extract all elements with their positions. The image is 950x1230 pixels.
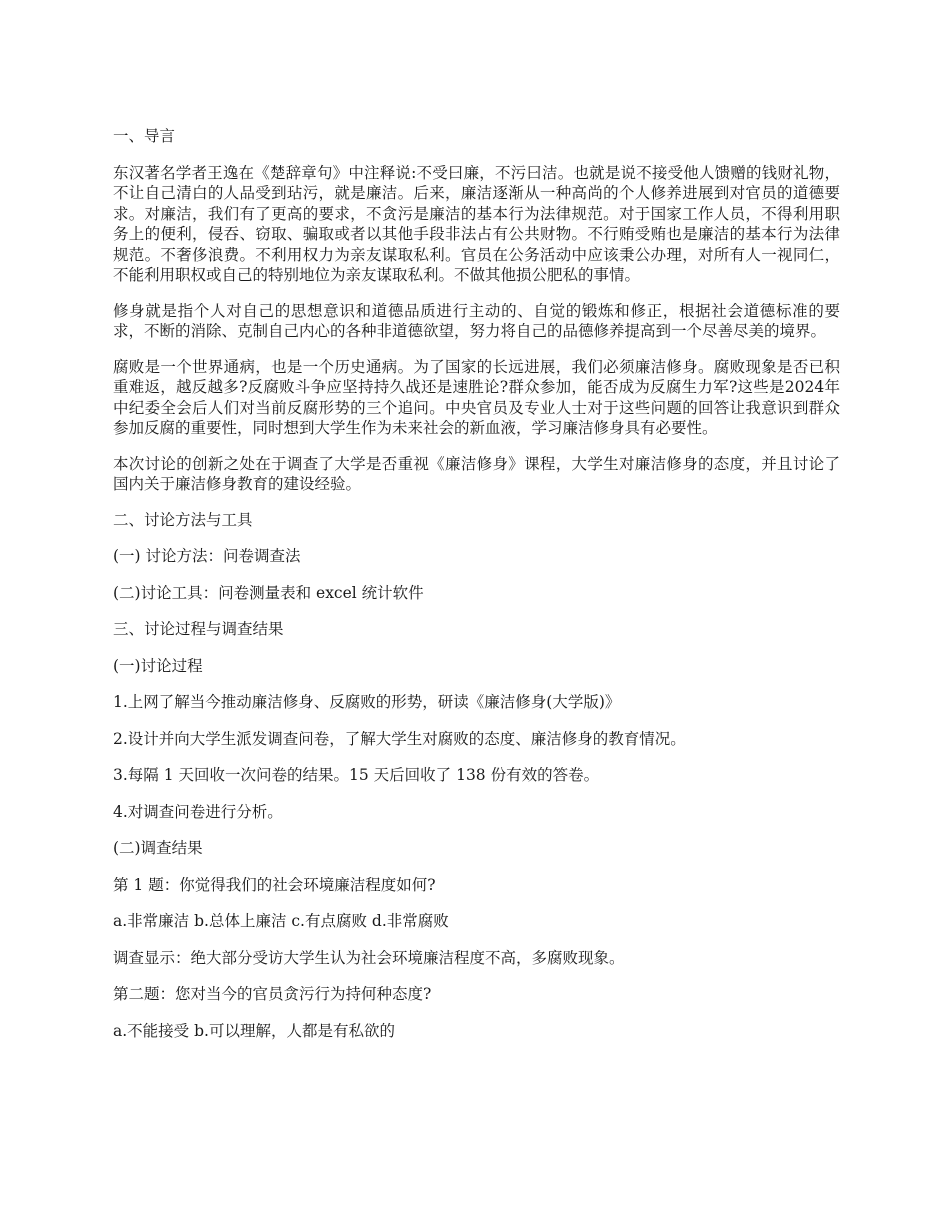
paragraph-lianjie-definition: 东汉著名学者王逸在《楚辞章句》中注释说:不受曰廉，不污曰洁。也就是说不接受他人馈赠的钱财礼物，不让自己清白的人品受到玷污，就是廉洁。后来，廉洁逐渐从一种高尚的个人修养进展到对官员的道德要求。对廉洁，我们有了更高的要求，不贪污是廉洁的基本行为法律规范。对于国家工作人员，不得利用职务上的便利，侵吞、窃取、骗取或者以其他手段非法占有公共财物。不行贿受贿也是廉洁的基本行为法律规范。不奢侈浪费。不利用权力为亲友谋取私利。官员在公务活动中应该秉公办理，对所有人一视同仁，不能利用职权或自己的特别地位为亲友谋取私利。不做其他损公肥私的事情。 (113, 163, 840, 284)
subheading-process: (一)讨论过程 (113, 656, 203, 675)
question-1: 第 1 题：你觉得我们的社会环境廉洁程度如何? (113, 875, 436, 894)
section-heading-intro: 一、导言 (113, 127, 176, 145)
question-2: 第二题：您对当今的官员贪污行为持何种态度? (113, 985, 432, 1003)
question-1-finding: 调查显示：绝大部分受访大学生认为社会环境廉洁程度不高，多腐败现象。 (113, 948, 625, 967)
process-step-1: 1.上网了解当今推动廉洁修身、反腐败的形势，研读《廉洁修身(大学版)》 (113, 693, 621, 711)
section-heading-process-results: 三、讨论过程与调查结果 (113, 620, 284, 638)
subheading-results: (二)调查结果 (113, 839, 203, 857)
paragraph-corruption-background: 腐败是一个世界通病，也是一个历史通病。为了国家的长远进展，我们必须廉洁修身。腐败现象是否已积重难返，越反越多?反腐败斗争应坚持持久战还是速胜论?群众参加，能否成为反腐生力军?这些是2024年中纪委全会后人们对当前反腐形势的三个追问。中央官员及专业人士对于这些问题的回答让我意识到群众参加反腐的重要性，同时想到大学生作为未来社会的新血液，学习廉洁修身具有必要性。 (113, 357, 840, 437)
document-body (113, 126, 840, 1057)
question-2-options: a.不能接受 b.可以理解，人都是有私欲的 (113, 1021, 395, 1040)
process-step-2: 2.设计并向大学生派发调查问卷，了解大学生对腐败的态度、廉洁修身的教育情况。 (113, 729, 686, 748)
subheading-method: (一) 讨论方法：问卷调查法 (113, 547, 301, 565)
section-heading-methods: 二、讨论方法与工具 (113, 510, 253, 529)
subheading-tools: (二)讨论工具：问卷测量表和 excel 统计软件 (113, 583, 424, 602)
process-step-3: 3.每隔 1 天回收一次问卷的结果。15 天后回收了 138 份有效的答卷。 (113, 766, 600, 784)
question-1-options: a.非常廉洁 b.总体上廉洁 c.有点腐败 d.非常腐败 (113, 912, 449, 930)
paragraph-xiushen-definition: 修身就是指个人对自己的思想意识和道德品质进行主动的、自觉的锻炼和修正，根据社会道德标准的要求，不断的消除、克制自己内心的各种非道德欲望，努力将自己的品德修养提高到一个尽善尽美的境界。 (113, 301, 840, 340)
process-step-4: 4.对调查问卷进行分析。 (113, 802, 283, 821)
paragraph-innovation: 本次讨论的创新之处在于调查了大学是否重视《廉洁修身》课程，大学生对廉洁修身的态度，并且讨论了国内关于廉洁修身教育的建设经验。 (113, 454, 840, 493)
